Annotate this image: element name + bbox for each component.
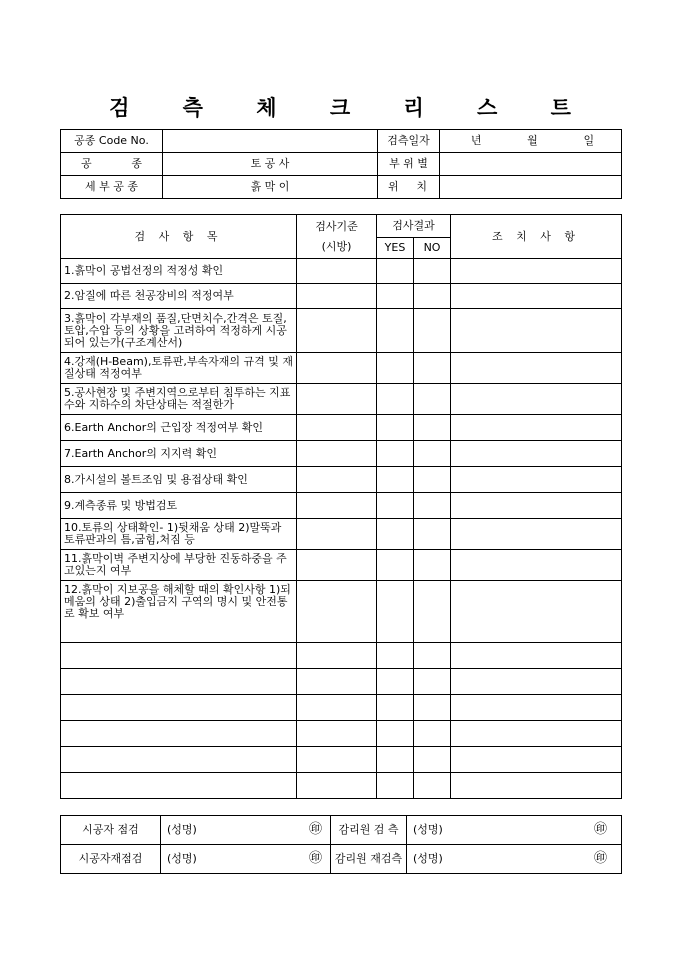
name-placeholder: (성명) xyxy=(167,823,197,836)
action-cell[interactable] xyxy=(451,353,622,384)
table-row xyxy=(61,581,622,643)
no-cell[interactable] xyxy=(414,695,451,721)
action-cell[interactable] xyxy=(451,467,622,493)
header-info-table xyxy=(60,129,622,199)
no-cell[interactable] xyxy=(414,721,451,747)
table-row xyxy=(61,384,622,415)
action-cell[interactable] xyxy=(451,695,622,721)
col-no-header: NO xyxy=(414,238,451,259)
action-cell[interactable] xyxy=(451,669,622,695)
contractor-check-label: 시공자 점검 xyxy=(61,816,161,845)
name-placeholder: (성명) xyxy=(413,852,443,865)
standard-cell[interactable] xyxy=(297,721,377,747)
no-cell[interactable] xyxy=(414,519,451,550)
yes-cell[interactable] xyxy=(377,467,414,493)
part-label: 부 위 별 xyxy=(378,153,440,176)
standard-cell[interactable] xyxy=(297,695,377,721)
contractor-recheck-sign[interactable] xyxy=(161,845,331,874)
check-item-empty[interactable] xyxy=(61,773,297,799)
standard-cell[interactable] xyxy=(297,669,377,695)
work-type-label-a: 공 xyxy=(81,157,92,170)
yes-cell[interactable] xyxy=(377,669,414,695)
check-item: 9.계측종류 및 방법검토 xyxy=(61,493,297,519)
empty-row xyxy=(61,643,622,669)
no-cell[interactable] xyxy=(414,581,451,643)
yes-cell[interactable] xyxy=(377,259,414,284)
table-row xyxy=(61,467,622,493)
action-cell[interactable] xyxy=(451,415,622,441)
standard-cell[interactable] xyxy=(297,441,377,467)
col-yes-header: YES xyxy=(377,238,414,259)
col-standard-sub: (시방) xyxy=(321,239,352,253)
yes-cell[interactable] xyxy=(377,384,414,415)
work-code-label: 공종 Code No. xyxy=(61,130,163,153)
name-placeholder: (성명) xyxy=(167,852,197,865)
action-cell[interactable] xyxy=(451,550,622,581)
work-type-label-b: 종 xyxy=(131,157,142,170)
supervisor-recheck-sign[interactable] xyxy=(407,845,622,874)
standard-cell[interactable] xyxy=(297,747,377,773)
supervisor-check-sign[interactable] xyxy=(407,816,622,845)
no-cell[interactable] xyxy=(414,467,451,493)
seal-icon: ㊞ xyxy=(308,822,322,837)
no-cell[interactable] xyxy=(414,773,451,799)
standard-cell[interactable] xyxy=(297,643,377,669)
col-action-header: 조 치 사 항 xyxy=(451,215,622,259)
inspection-date-value[interactable] xyxy=(440,130,622,153)
yes-cell[interactable] xyxy=(377,581,414,643)
no-cell[interactable] xyxy=(414,309,451,353)
check-item: 10.토류의 상태확인- 1)뒷채움 상태 2)말뚝과 토류판과의 틈,굽힘,처짐 등 xyxy=(61,519,297,550)
empty-row xyxy=(61,747,622,773)
standard-cell[interactable] xyxy=(297,284,377,309)
yes-cell[interactable] xyxy=(377,493,414,519)
date-month-label: 월 xyxy=(527,134,538,147)
table-row xyxy=(61,415,622,441)
no-cell[interactable] xyxy=(414,284,451,309)
yes-cell[interactable] xyxy=(377,441,414,467)
work-type-label xyxy=(61,153,163,176)
no-cell[interactable] xyxy=(414,441,451,467)
table-row xyxy=(61,441,622,467)
check-item: 3.흙막이 각부재의 품질,단면치수,간격은 토질,토압,수압 등의 상황을 고려하여 적정하게 시공되어 있는가(구조계산서) xyxy=(61,309,297,353)
col-standard-label: 검사기준 xyxy=(315,219,358,233)
action-cell[interactable] xyxy=(451,259,622,284)
action-cell[interactable] xyxy=(451,519,622,550)
yes-cell[interactable] xyxy=(377,284,414,309)
seal-icon: ㊞ xyxy=(308,851,322,866)
location-value[interactable] xyxy=(440,176,622,199)
supervisor-recheck-label: 감리원 재검측 xyxy=(331,845,407,874)
no-cell[interactable] xyxy=(414,493,451,519)
work-type-value[interactable]: 토 공 사 xyxy=(163,153,378,176)
standard-cell[interactable] xyxy=(297,309,377,353)
col-items-header: 검 사 항 목 xyxy=(61,215,297,259)
date-year-label: 년 xyxy=(470,134,482,147)
page-title: 검 측 체 크 리 스 트 xyxy=(109,95,594,120)
action-cell[interactable] xyxy=(451,643,622,669)
yes-cell[interactable] xyxy=(377,643,414,669)
table-row xyxy=(61,259,622,284)
check-item: 12.흙막이 지보공을 해체할 때의 확인사항 1)되메움의 상태 2)출입금지 구역의 명시 및 안전통로 확보 여부 xyxy=(61,581,297,643)
check-item: 5.공사현장 및 주변지역으로부터 침투하는 지표수와 지하수의 차단상태는 적절한가 xyxy=(61,384,297,415)
no-cell[interactable] xyxy=(414,353,451,384)
no-cell[interactable] xyxy=(414,550,451,581)
no-cell[interactable] xyxy=(414,415,451,441)
standard-cell[interactable] xyxy=(297,581,377,643)
standard-cell[interactable] xyxy=(297,415,377,441)
check-item: 11.흙막이벽 주변지상에 부당한 진동하중을 주고있는지 여부 xyxy=(61,550,297,581)
work-code-value[interactable] xyxy=(163,130,378,153)
yes-cell[interactable] xyxy=(377,519,414,550)
no-cell[interactable] xyxy=(414,747,451,773)
checklist-table xyxy=(60,214,622,799)
action-cell[interactable] xyxy=(451,284,622,309)
standard-cell[interactable] xyxy=(297,550,377,581)
check-item: 6.Earth Anchor의 근입장 적정여부 확인 xyxy=(61,415,297,441)
date-day-label: 일 xyxy=(583,134,595,147)
location-label-b: 치 xyxy=(416,180,427,193)
standard-cell[interactable] xyxy=(297,493,377,519)
inspection-date-label: 검측일자 xyxy=(378,130,440,153)
empty-row xyxy=(61,669,622,695)
check-item-empty[interactable] xyxy=(61,721,297,747)
action-cell[interactable] xyxy=(451,309,622,353)
detail-work-type-label: 세 부 공 종 xyxy=(61,176,163,199)
no-cell[interactable] xyxy=(414,643,451,669)
yes-cell[interactable] xyxy=(377,415,414,441)
check-item: 2.암질에 따른 천공장비의 적정여부 xyxy=(61,284,297,309)
part-value[interactable] xyxy=(440,153,622,176)
signature-table xyxy=(60,815,622,874)
yes-cell[interactable] xyxy=(377,309,414,353)
table-row xyxy=(61,519,622,550)
contractor-recheck-label: 시공자재점검 xyxy=(61,845,161,874)
yes-cell[interactable] xyxy=(377,353,414,384)
table-row xyxy=(61,353,622,384)
check-item-empty[interactable] xyxy=(61,643,297,669)
empty-row xyxy=(61,721,622,747)
action-cell[interactable] xyxy=(451,493,622,519)
standard-cell[interactable] xyxy=(297,353,377,384)
standard-cell[interactable] xyxy=(297,259,377,284)
seal-icon: ㊞ xyxy=(593,822,607,837)
action-cell[interactable] xyxy=(451,773,622,799)
yes-cell[interactable] xyxy=(377,550,414,581)
check-item: 4.강재(H-Beam),토류판,부속자재의 규격 및 재질상태 적정여부 xyxy=(61,353,297,384)
action-cell[interactable] xyxy=(451,721,622,747)
table-row xyxy=(61,493,622,519)
action-cell[interactable] xyxy=(451,581,622,643)
no-cell[interactable] xyxy=(414,384,451,415)
yes-cell[interactable] xyxy=(377,773,414,799)
table-row xyxy=(61,284,622,309)
location-label xyxy=(378,176,440,199)
action-cell[interactable] xyxy=(451,747,622,773)
action-cell[interactable] xyxy=(451,384,622,415)
no-cell[interactable] xyxy=(414,669,451,695)
empty-row xyxy=(61,773,622,799)
supervisor-check-label: 감리원 검 측 xyxy=(331,816,407,845)
standard-cell[interactable] xyxy=(297,773,377,799)
detail-work-type-value[interactable]: 흙 막 이 xyxy=(163,176,378,199)
check-item: 8.가시설의 볼트조임 및 용접상태 확인 xyxy=(61,467,297,493)
name-placeholder: (성명) xyxy=(413,823,443,836)
table-row xyxy=(61,550,622,581)
location-label-a: 위 xyxy=(388,180,399,193)
yes-cell[interactable] xyxy=(377,747,414,773)
col-standard-header xyxy=(297,215,377,259)
no-cell[interactable] xyxy=(414,259,451,284)
yes-cell[interactable] xyxy=(377,695,414,721)
contractor-check-sign[interactable] xyxy=(161,816,331,845)
standard-cell[interactable] xyxy=(297,519,377,550)
seal-icon: ㊞ xyxy=(593,851,607,866)
yes-cell[interactable] xyxy=(377,721,414,747)
table-row xyxy=(61,309,622,353)
check-item-empty[interactable] xyxy=(61,669,297,695)
check-item-empty[interactable] xyxy=(61,747,297,773)
col-result-header: 검사결과 xyxy=(377,215,451,238)
check-item: 1.흙막이 공법선정의 적정성 확인 xyxy=(61,259,297,284)
standard-cell[interactable] xyxy=(297,467,377,493)
check-item-empty[interactable] xyxy=(61,695,297,721)
check-item: 7.Earth Anchor의 지지력 확인 xyxy=(61,441,297,467)
action-cell[interactable] xyxy=(451,441,622,467)
standard-cell[interactable] xyxy=(297,384,377,415)
empty-row xyxy=(61,695,622,721)
